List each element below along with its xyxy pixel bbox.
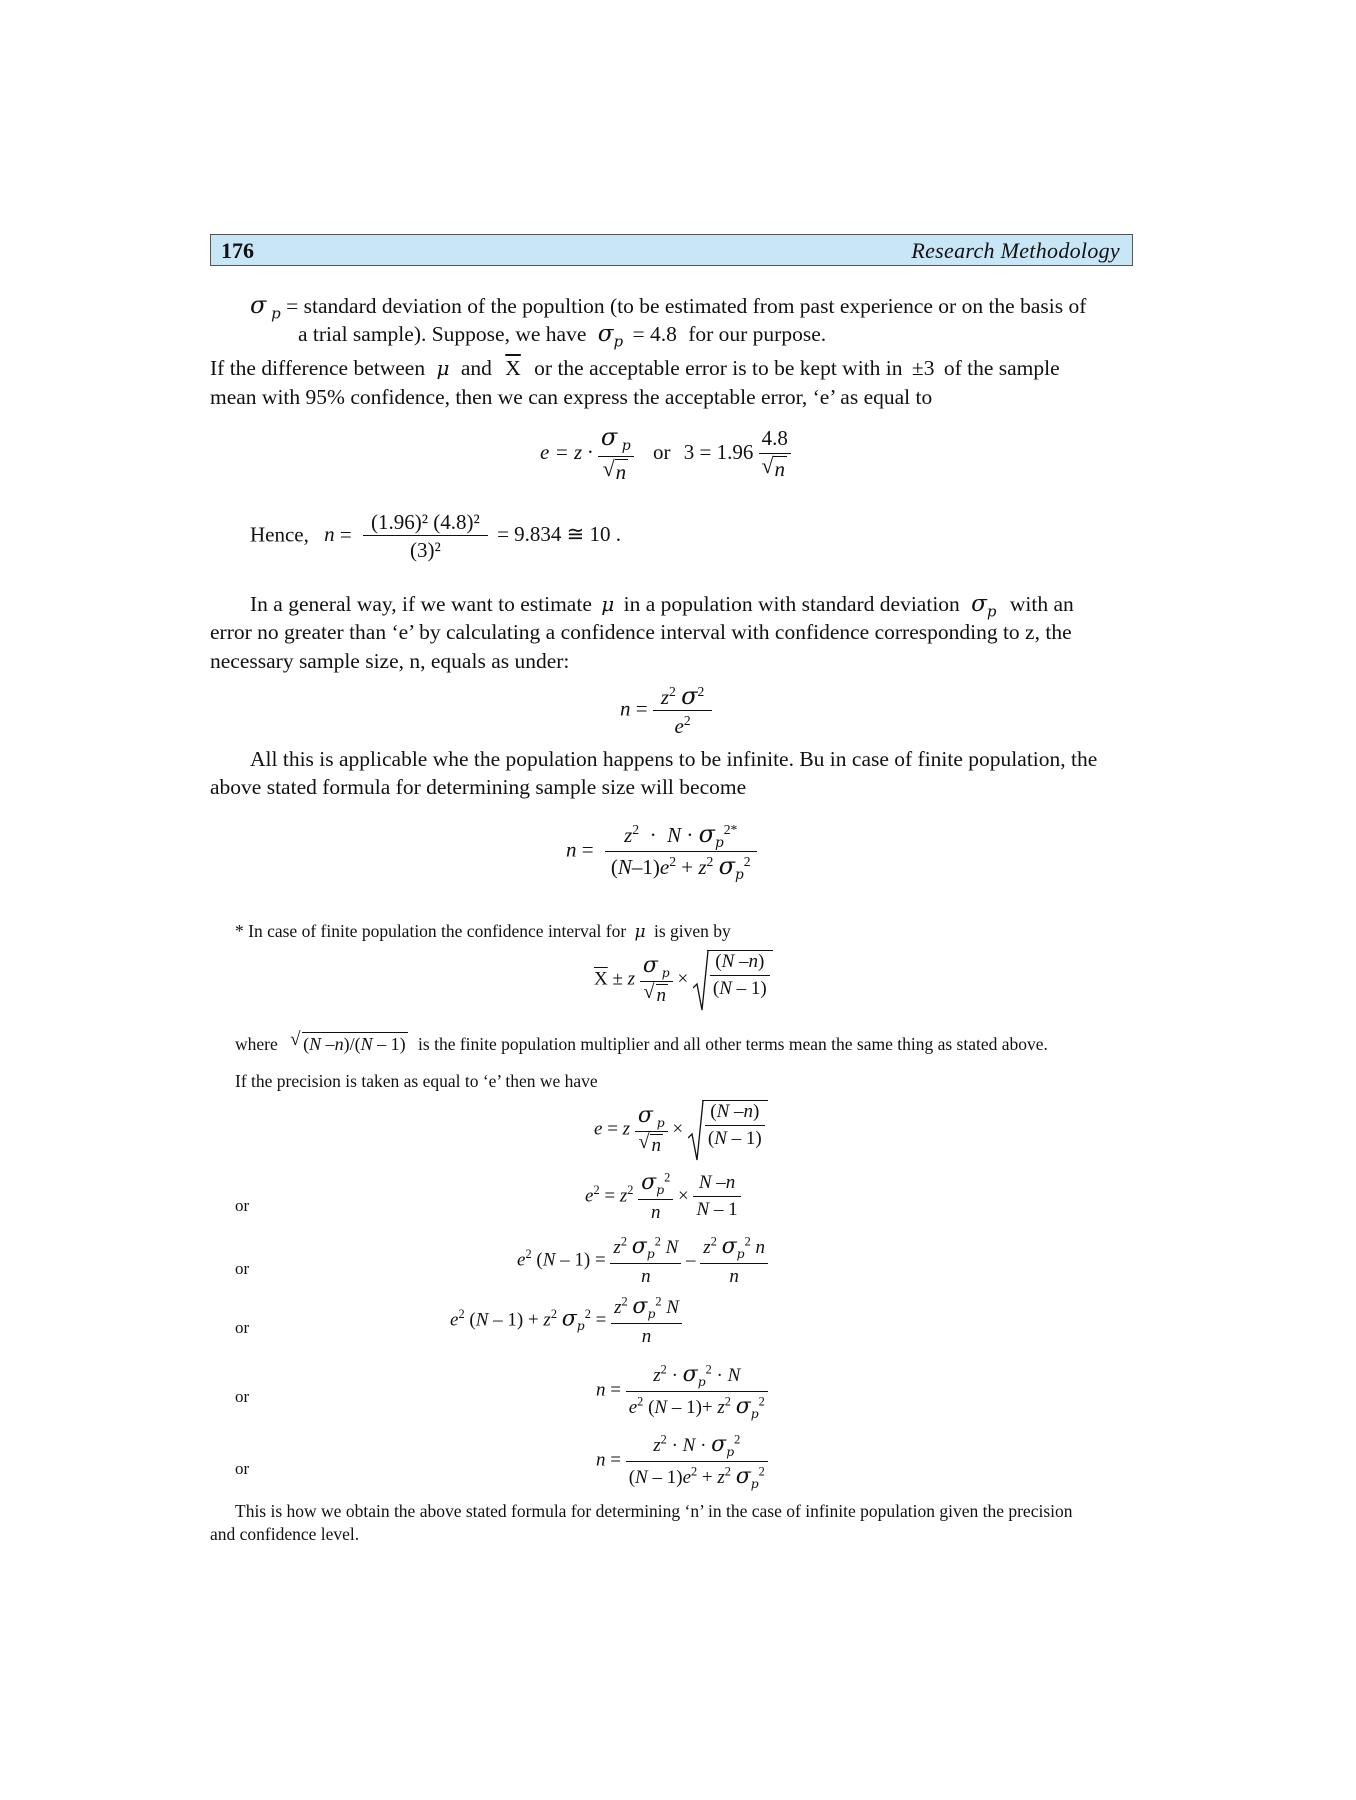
x-bar-symbol: $\overline{X}$ (505, 356, 521, 380)
book-title: Research Methodology (911, 238, 1120, 263)
paragraph-finite-line-1: All this is applicable whe the population happens to be infinite. Bu in case of finite population, the (250, 747, 1098, 771)
or-label-2: or (235, 1259, 250, 1278)
paragraph-finite-line-2: above stated formula for determining sample size will become (210, 775, 747, 799)
page-number: 176 (221, 238, 254, 263)
footnote-where-line: where √ (N –n)/(N – 1) is the finite population multiplier and all other terms mean the same thing as stated above. (235, 1032, 1048, 1055)
footnote-line-1: * In case of finite population the confidence interval for μ is given by (235, 921, 731, 942)
equation-step-5: n = $\frac{z^2 \cdot N \cdot \sigma_p^2}{(N - 1)e^2 + z^2 \sigma_p^2}$ (596, 1432, 768, 1491)
or-label-5: or (235, 1459, 250, 1478)
equation-precision-e: e = z σ $_p$ √ n × $\frac{(N -n)}{(N - 1)}$ (594, 1100, 768, 1160)
equation-confidence-interval: $\overline{X} \pm z$ σ $_p$ √ n × $\frac{(N -n)}{(N - 1)}$ (594, 950, 773, 1010)
paragraph-error-line-1: If the difference between μ and $\overline{X}$ or the acceptable error is to be kept with in ±3 of the sample (210, 356, 1060, 380)
equation-step-3: $e^2$ $(N - 1) + z^2$ $\sigma_p^2$ = $\frac{z^2 \sigma_p^2 N}{n}$ (450, 1294, 682, 1348)
closing-line-2: and confidence level. (210, 1524, 360, 1544)
equation-step-2: $e^2$ (N – 1) = $\frac{z^2 \sigma_p^2 N}{n}$ – $\frac{z^2 \sigma_p^2 n}{n}$ (517, 1234, 768, 1288)
footnote-precision-line: If the precision is taken as equal to ‘e’ then we have (235, 1071, 598, 1091)
equation-step-4: n = $\frac{z^2 \cdot \sigma_p^2 \cdot N}{e^2 (N - 1)+ z^2 \sigma_p^2}$ (596, 1362, 768, 1421)
paragraph-error-line-2: mean with 95% confidence, then we can express the acceptable error, ‘e’ as equal to (210, 385, 933, 409)
or-label-3: or (235, 1318, 250, 1337)
equation-infinite-sample-size: n = $\frac{z^2 \sigma^2}{e^2}$ (620, 682, 712, 739)
paragraph-general-line-3: necessary sample size, n, equals as under: (210, 649, 570, 673)
running-header (210, 234, 1133, 266)
definition-line-2: a trial sample). Suppose, we have $\sigma_p = 4.8$ for our purpose. (298, 321, 827, 351)
or-label-4: or (235, 1387, 250, 1406)
definition-line-1: σ $_p$ = standard deviation of the popultion (to be estimated from past experience or on the basis of (250, 291, 1087, 323)
paragraph-general-line-1: In a general way, if we want to estimate μ in a population with standard deviation $\sigma_p$ with an (250, 591, 1074, 621)
or-label-1: or (235, 1196, 250, 1215)
equation-sample-size-result: Hence, n = $\frac{\text{(1.96)² (4.8)²}}{\text{(3)²}}$ = 9.834 ≅ 10 . (250, 510, 622, 562)
equation-step-1: $e^2 = z^2$ $\frac{\sigma_p^2}{n}$ × $\frac{N -n}{N - 1}$ (585, 1170, 741, 1224)
equation-finite-sample-size: n = $\frac{z^2 \cdot N \cdot \sigma_p^{2*}}{(N-1)e^2 + z^2 \sigma_p^2}$ (566, 820, 757, 883)
equation-acceptable-error: e = z · σ $_p$ √ n or 3 = 1.96 4.8 √ n (540, 423, 791, 485)
closing-line-1: This is how we obtain the above stated formula for determining ‘n’ in the case of infinite population given the precision (235, 1501, 1073, 1521)
paragraph-general-line-2: error no greater than ‘e’ by calculating a confidence interval with confidence corresponding to z, the (210, 620, 1072, 644)
